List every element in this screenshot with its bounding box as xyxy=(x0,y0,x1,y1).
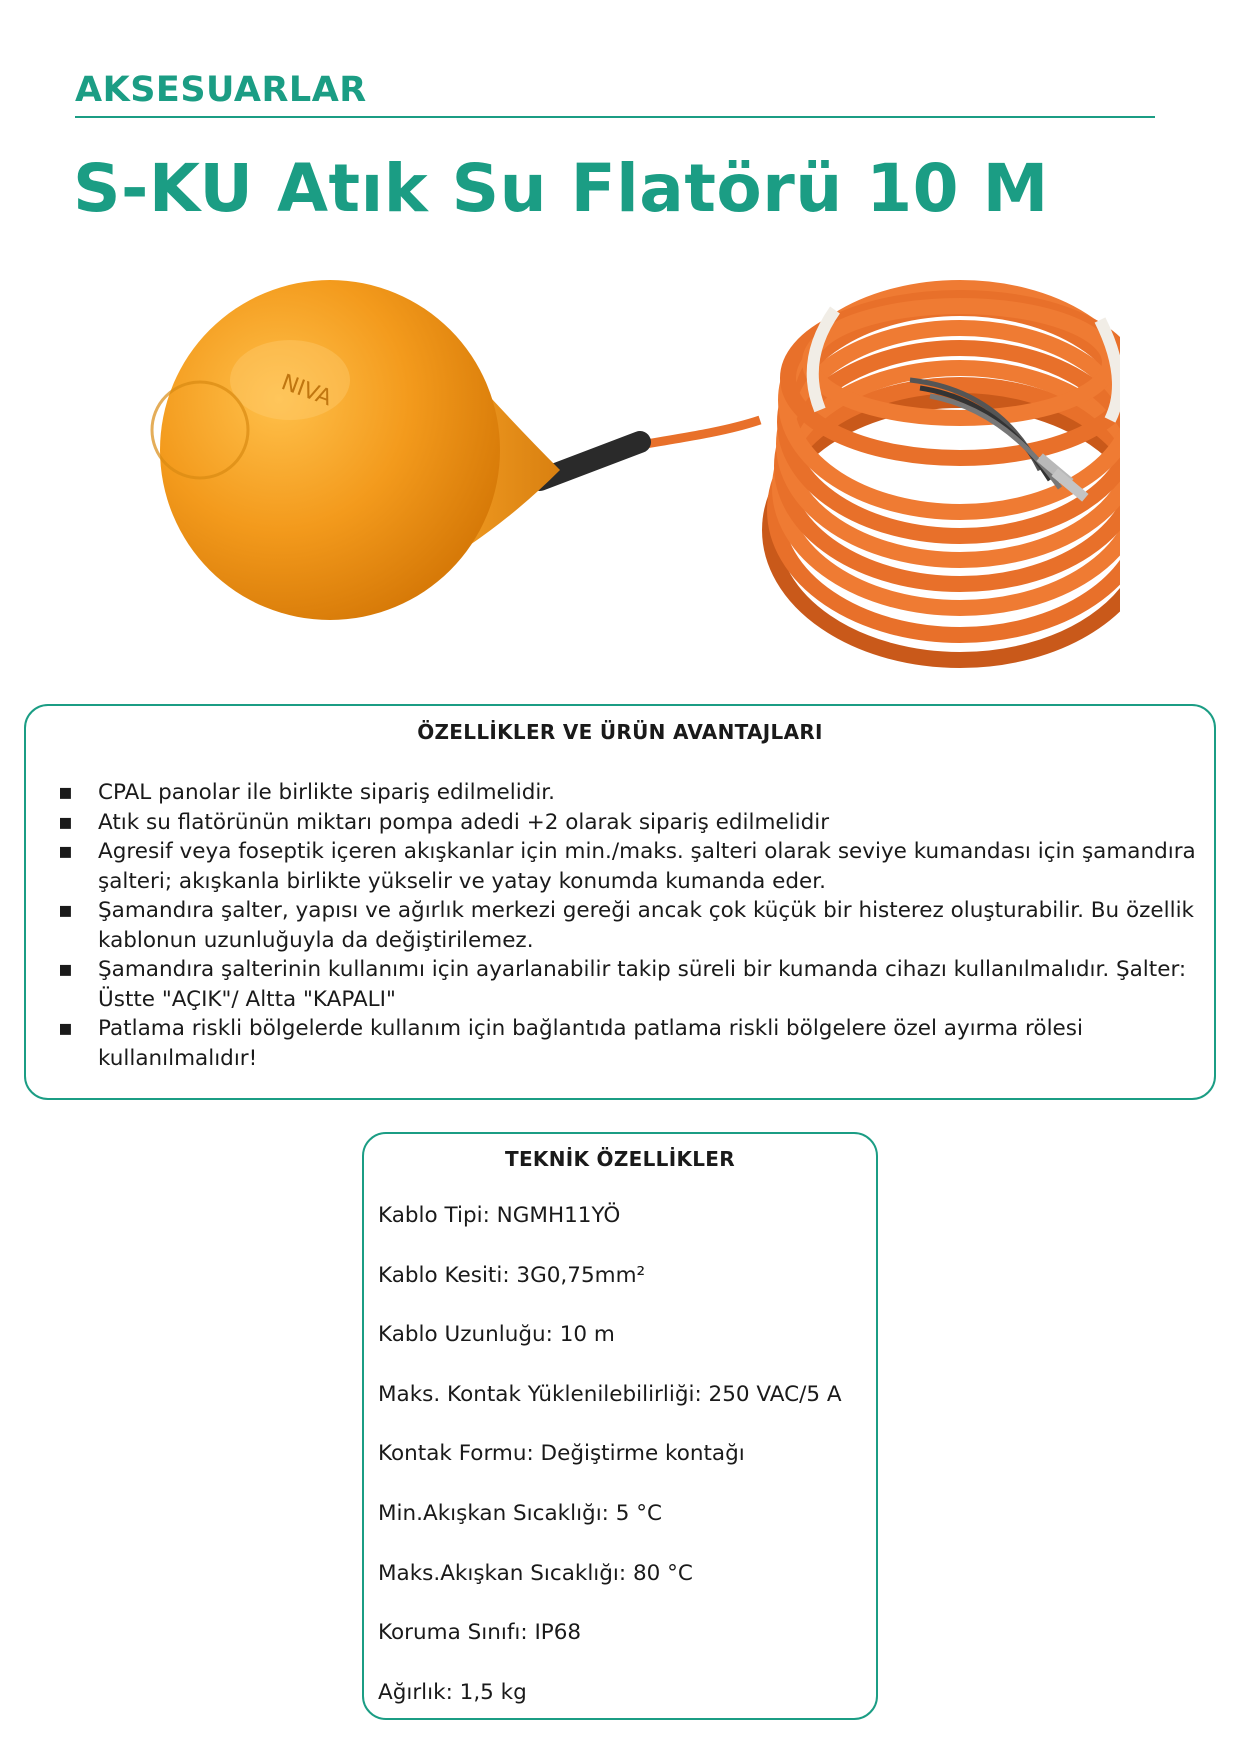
feature-item xyxy=(36,808,1204,838)
features-heading: ÖZELLİKLER VE ÜRÜN AVANTAJLARI xyxy=(417,720,823,744)
spec-item: Min.Akışkan Sıcaklığı: 5 °C xyxy=(378,1500,663,1526)
bullet-icon: ▪ xyxy=(58,809,73,835)
spec-item: Maks. Kontak Yüklenilebilirliği: 250 VAC/5 A xyxy=(378,1381,842,1407)
heading-divider xyxy=(75,116,1155,118)
feature-text: CPAL panolar ile birlikte sipariş edilmelidir. xyxy=(98,780,556,805)
spec-item: Kablo Uzunluğu: 10 m xyxy=(378,1322,615,1348)
features-panel xyxy=(24,704,1216,1100)
feature-text: Şamandıra şalterinin kullanımı için ayarlanabilir takip süreli bir kumanda cihazı kullanılmalıdır. Şalter: Üstte "AÇIK"/ Altta "KAPALI" xyxy=(98,957,1187,1012)
spec-item: Kablo Kesiti: 3G0,75mm² xyxy=(378,1262,646,1288)
spec-item: Kablo Tipi: NGMH11YÖ xyxy=(378,1203,621,1228)
feature-text: Şamandıra şalter, yapısı ve ağırlık merkezi gereği ancak çok küçük bir histerez oluşturabilir. Bu özellik kablonun uzunluğuyla da değiştirilemez. xyxy=(98,898,1195,953)
bullet-icon: ▪ xyxy=(58,1016,73,1041)
spec-item: Ağırlık: 1,5 kg xyxy=(378,1679,527,1705)
feature-text: Agresif veya foseptik içeren akışkanlar için min./maks. şalteri olarak seviye kumandası için şamandıra şalteri; akışkanla birlikte yükselir ve yatay konumda kumanda eder. xyxy=(98,839,1196,894)
feature-item xyxy=(36,778,1204,808)
product-image xyxy=(100,270,1120,680)
features-list xyxy=(36,778,1204,1073)
feature-item xyxy=(36,896,1204,955)
bullet-icon: ▪ xyxy=(58,898,73,923)
bullet-icon: ▪ xyxy=(58,780,73,805)
spec-item: Maks.Akışkan Sıcaklığı: 80 °C xyxy=(378,1560,693,1586)
specs-list xyxy=(378,1204,842,1740)
feature-text: Atık su flatörünün miktarı pompa adedi +2 olarak sipariş edilmelidir xyxy=(98,809,830,835)
feature-item xyxy=(36,837,1204,896)
bullet-icon: ▪ xyxy=(58,839,73,864)
page-title: S-KU Atık Su Flatörü 10 M xyxy=(73,150,1049,227)
bullet-icon: ▪ xyxy=(58,957,73,982)
feature-text: Patlama riskli bölgelerde kullanım için bağlantıda patlama riskli bölgelere özel ayırma rölesi kullanılmalıdır! xyxy=(98,1016,1083,1071)
specs-heading: TEKNİK ÖZELLİKLER xyxy=(505,1147,735,1171)
spec-item: Koruma Sınıfı: IP68 xyxy=(378,1620,582,1646)
float-marking-text: NIVA xyxy=(277,370,336,412)
feature-item xyxy=(36,955,1204,1014)
spec-item: Kontak Formu: Değiştirme kontağı xyxy=(378,1441,745,1467)
category-heading: AKSESUARLAR xyxy=(75,70,367,110)
specs-panel xyxy=(362,1132,878,1720)
feature-item xyxy=(36,1014,1204,1073)
